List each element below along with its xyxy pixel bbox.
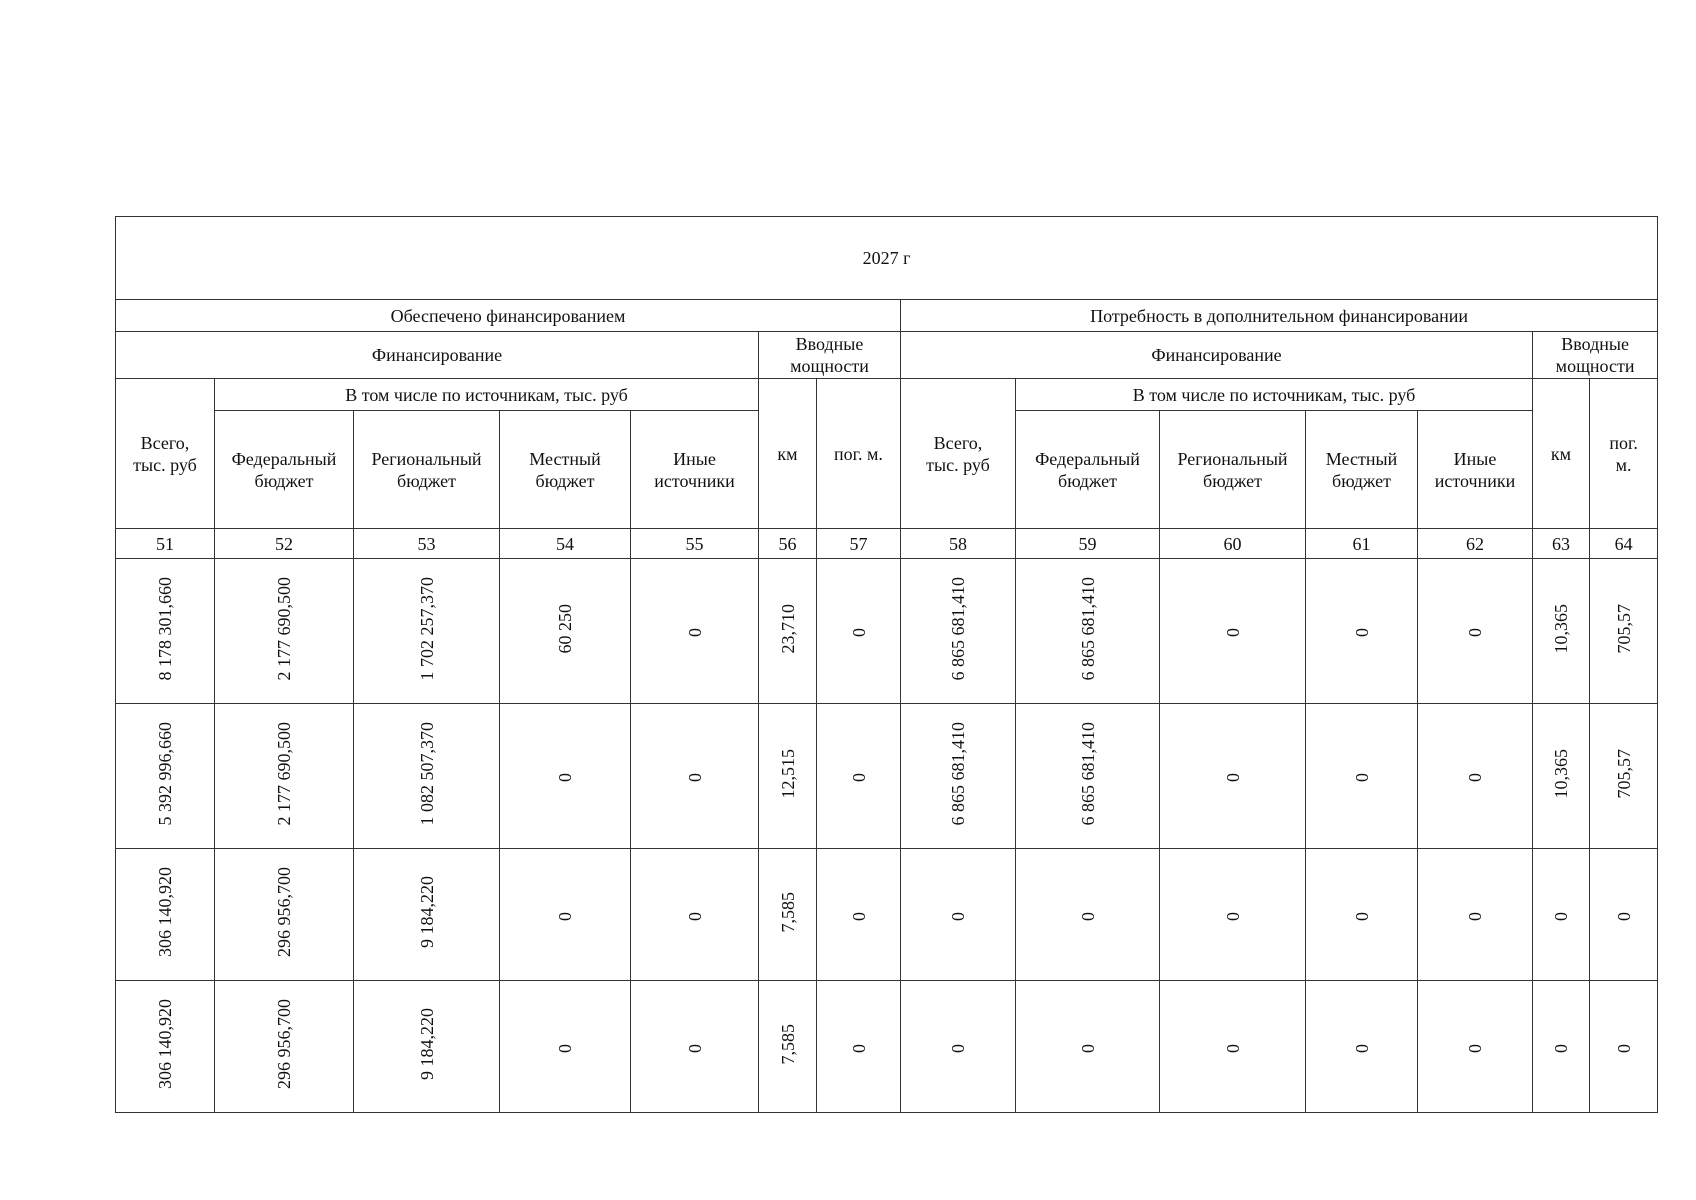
need-financing-header: Финансирование [901,332,1533,379]
data-cell: 2 177 690,500 [215,559,354,704]
data-cell: 5 392 996,660 [116,704,215,849]
secured-total-header: Всего, тыс. руб [116,379,215,529]
data-cell: 0 [1306,981,1418,1113]
data-cell: 8 178 301,660 [116,559,215,704]
column-number: 54 [500,529,631,559]
data-cell: 0 [631,704,759,849]
data-cell: 0 [1306,559,1418,704]
data-cell: 2 177 690,500 [215,704,354,849]
data-cell: 1 702 257,370 [354,559,500,704]
data-cell: 306 140,920 [116,849,215,981]
data-cell: 9 184,220 [354,981,500,1113]
data-cell: 10,365 [1533,704,1590,849]
column-number: 61 [1306,529,1418,559]
data-cell: 6 865 681,410 [901,559,1016,704]
secured-capacity-header: Вводные мощности [759,332,901,379]
need-pogm-header: пог. м. [1590,379,1658,529]
need-other-header: Иные источники [1418,411,1533,529]
column-number: 51 [116,529,215,559]
column-number-row [116,529,1658,559]
need-km-header: км [1533,379,1590,529]
data-cell: 6 865 681,410 [1016,704,1160,849]
table-row [116,981,1658,1113]
secured-other-header: Иные источники [631,411,759,529]
data-cell: 6 865 681,410 [1016,559,1160,704]
data-cell: 0 [1160,559,1306,704]
data-cell: 296 956,700 [215,849,354,981]
data-cell: 0 [817,981,901,1113]
data-cell: 0 [1590,981,1658,1113]
need-sources-header: В том числе по источникам, тыс. руб [1016,379,1533,411]
column-number: 60 [1160,529,1306,559]
data-cell: 0 [631,981,759,1113]
data-cell: 10,365 [1533,559,1590,704]
table-row [116,704,1658,849]
column-number: 59 [1016,529,1160,559]
data-cell: 7,585 [759,849,817,981]
year-header: 2027 г [116,217,1658,300]
data-cell: 6 865 681,410 [901,704,1016,849]
data-cell: 0 [1418,559,1533,704]
column-number: 53 [354,529,500,559]
need-group-header: Потребность в дополнительном финансировании [901,300,1658,332]
column-number: 52 [215,529,354,559]
data-cell: 0 [1590,849,1658,981]
need-total-header: Всего, тыс. руб [901,379,1016,529]
data-cell: 705,57 [1590,704,1658,849]
secured-local-header: Местный бюджет [500,411,631,529]
data-cell: 7,585 [759,981,817,1113]
secured-sources-header: В том числе по источникам, тыс. руб [215,379,759,411]
data-cell: 0 [1016,981,1160,1113]
data-cell: 0 [500,704,631,849]
data-cell: 0 [1418,704,1533,849]
data-cell: 9 184,220 [354,849,500,981]
need-local-header: Местный бюджет [1306,411,1418,529]
column-number: 56 [759,529,817,559]
data-cell: 0 [901,981,1016,1113]
data-cell: 296 956,700 [215,981,354,1113]
data-cell: 705,57 [1590,559,1658,704]
data-cell: 0 [817,704,901,849]
secured-federal-header: Федеральный бюджет [215,411,354,529]
column-number: 58 [901,529,1016,559]
column-number: 55 [631,529,759,559]
need-federal-header: Федеральный бюджет [1016,411,1160,529]
data-cell: 0 [1016,849,1160,981]
data-cell: 0 [901,849,1016,981]
data-cell: 306 140,920 [116,981,215,1113]
secured-group-header: Обеспечено финансированием [116,300,901,332]
data-cell: 0 [1306,704,1418,849]
data-cell: 0 [1533,849,1590,981]
secured-financing-header: Финансирование [116,332,759,379]
data-cell: 1 082 507,370 [354,704,500,849]
secured-pogm-header: пог. м. [817,379,901,529]
data-cell: 0 [1160,981,1306,1113]
column-number: 64 [1590,529,1658,559]
data-cell: 0 [1533,981,1590,1113]
data-cell: 0 [1160,849,1306,981]
data-cell: 0 [1160,704,1306,849]
table-row [116,559,1658,704]
data-cell: 0 [817,559,901,704]
data-cell: 0 [631,559,759,704]
data-cell: 0 [1418,849,1533,981]
data-cell: 23,710 [759,559,817,704]
secured-km-header: км [759,379,817,529]
data-cell: 0 [500,981,631,1113]
data-cell: 0 [1418,981,1533,1113]
column-number: 62 [1418,529,1533,559]
secured-regional-header: Региональный бюджет [354,411,500,529]
data-cell: 0 [1306,849,1418,981]
data-cell: 12,515 [759,704,817,849]
data-cell: 0 [817,849,901,981]
table-row [116,849,1658,981]
need-regional-header: Региональный бюджет [1160,411,1306,529]
data-cell: 0 [500,849,631,981]
column-number: 63 [1533,529,1590,559]
data-cell: 60 250 [500,559,631,704]
financing-table [115,216,1658,1113]
need-capacity-header: Вводные мощности [1533,332,1658,379]
data-cell: 0 [631,849,759,981]
column-number: 57 [817,529,901,559]
